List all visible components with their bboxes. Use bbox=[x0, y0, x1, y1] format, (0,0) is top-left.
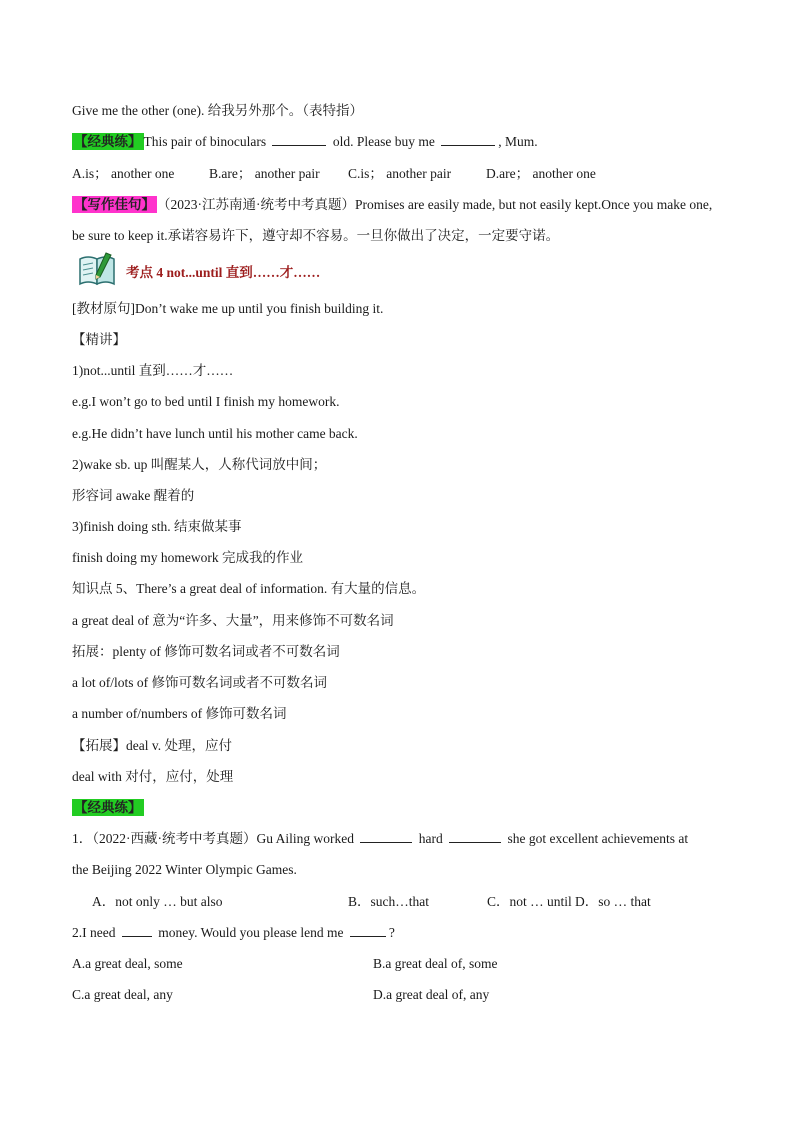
text-line: be sure to keep it.承诺容易许下，遵守却不容易。一旦你做出了决定，一定要守诺。 bbox=[72, 228, 560, 243]
answer-blank bbox=[350, 924, 386, 937]
answer-blank bbox=[360, 830, 412, 843]
text-line: deal with 对付，应付，处理 bbox=[72, 769, 234, 784]
answer-blank bbox=[122, 924, 152, 937]
classic-exercise-tag: 【经典练】 bbox=[74, 134, 142, 149]
exercise-line: 【经典练】 This pair of binoculars old. Please buy me , Mum. bbox=[74, 134, 538, 149]
classic-exercise-tag: 【经典练】 bbox=[74, 800, 142, 815]
option-c: C.a great deal, any bbox=[72, 987, 173, 1002]
text-line: 形容词 awake 醒着的 bbox=[72, 488, 195, 503]
text-line: the Beijing 2022 Winter Olympic Games. bbox=[72, 862, 297, 877]
text-line: 1)not...until 直到……才…… bbox=[72, 363, 234, 378]
writing-line: 【写作佳句】 （2023·江苏南通·统考中考真题）Promises are easily made, but not easily kept.Once you make one, bbox=[74, 197, 713, 212]
question-1: 1．（2022·西藏·统考中考真题）Gu Ailing worked hard she got excellent achievements at bbox=[72, 831, 689, 846]
text-line: a number of/numbers of 修饰可数名词 bbox=[72, 706, 287, 721]
option-a: A．not only … but also bbox=[92, 894, 223, 909]
text-line: a lot of/lots of 修饰可数名词或者不可数名词 bbox=[72, 675, 327, 690]
section-label: 【精讲】 bbox=[72, 332, 126, 347]
knowledge-point-title: 考点 4 not...until 直到……才…… bbox=[126, 265, 321, 280]
knowledge-point-heading bbox=[78, 252, 320, 290]
option-d: D．so … that bbox=[575, 894, 651, 909]
option-b: B.a great deal of, some bbox=[373, 956, 498, 971]
answer-blank bbox=[441, 133, 495, 146]
option-b: B.are； another pair bbox=[209, 166, 320, 181]
text-line: e.g.He didn’t have lunch until his mother came back. bbox=[72, 426, 358, 441]
text-line: 知识点 5、There’s a great deal of information. 有大量的信息。 bbox=[72, 581, 426, 596]
book-pencil-icon bbox=[78, 251, 118, 292]
writing-sentence-tag: 【写作佳句】 bbox=[74, 197, 155, 212]
text-line: [教材原句]Don’t wake me up until you finish building it. bbox=[72, 301, 384, 316]
option-b: B．such…that bbox=[348, 894, 429, 909]
option-a: A.a great deal, some bbox=[72, 956, 183, 971]
text-line: 3)finish doing sth. 结束做某事 bbox=[72, 519, 242, 534]
question-2: 2.I need money. Would you please lend me ? bbox=[72, 925, 395, 940]
option-a: A.is； another one bbox=[72, 166, 175, 181]
option-c: C．not … until bbox=[487, 894, 572, 909]
text-line: 【拓展】deal v. 处理，应付 bbox=[72, 738, 232, 753]
text-line: 2)wake sb. up 叫醒某人，人称代词放中间； bbox=[72, 457, 327, 472]
text-line: e.g.I won’t go to bed until I finish my homework. bbox=[72, 394, 340, 409]
text-line: Give me the other (one). 给我另外那个。（表特指） bbox=[72, 103, 363, 118]
answer-blank bbox=[449, 830, 501, 843]
answer-blank bbox=[272, 133, 326, 146]
exercise-label-line bbox=[72, 799, 144, 817]
text-line: a great deal of 意为“许多、大量”，用来修饰不可数名词 bbox=[72, 613, 394, 628]
option-d: D.a great deal of, any bbox=[373, 987, 490, 1002]
text-line: finish doing my homework 完成我的作业 bbox=[72, 550, 303, 565]
option-d: D.are； another one bbox=[486, 166, 596, 181]
option-c: C.is； another pair bbox=[348, 166, 452, 181]
text-line: 拓展：plenty of 修饰可数名词或者不可数名词 bbox=[72, 644, 340, 659]
